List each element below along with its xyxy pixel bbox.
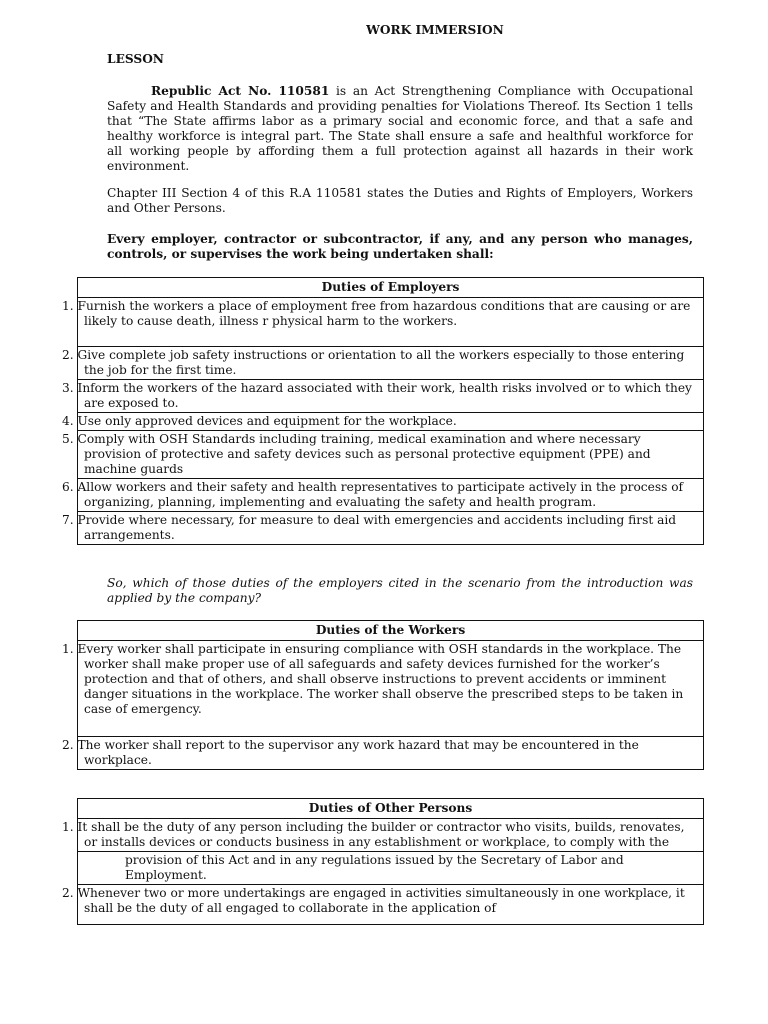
other-person-duty-continuation: provision of this Act and in any regulations issued by the Secretary of Labor and Employment. — [78, 852, 704, 885]
other-persons-table-heading: Duties of Other Persons — [78, 799, 704, 819]
lead-paragraph: Every employer, contractor or subcontractor, if any, and any person who manages, controls, or supervises the work being undertaken shall: — [107, 232, 693, 261]
workers-table-heading: Duties of the Workers — [78, 621, 704, 641]
other-person-duty-item: 2. Whenever two or more undertakings are engaged in activities simultaneously in one workplace, it shall be the duty of all engaged to collaborate in the application of — [78, 885, 704, 925]
employers-table-heading: Duties of Employers — [78, 278, 704, 298]
act-name: Republic Act No. 110581 — [151, 84, 330, 98]
employer-duty-item: 6. Allow workers and their safety and health representatives to participate actively in the process of organizing, planning, implementing and evaluating the safety and health program. — [78, 479, 704, 512]
employer-duty-item: 4. Use only approved devices and equipment for the workplace. — [78, 413, 704, 431]
question-paragraph: So, which of those duties of the employers cited in the scenario from the introduction was applied by the company? — [107, 576, 693, 605]
other-person-duty-item: 1. It shall be the duty of any person including the builder or contractor who visits, builds, renovates, or installs devices or conducts business in any establishment or workplace, to comply with the — [78, 819, 704, 852]
employers-duties-table — [62, 277, 704, 545]
chapter-paragraph: Chapter III Section 4 of this R.A 110581 states the Duties and Rights of Employers, Workers and Other Persons. — [107, 186, 693, 215]
workers-duties-table — [62, 620, 704, 770]
worker-duty-item: 1. Every worker shall participate in ensuring compliance with OSH standards in the workplace. The worker shall make proper use of all safeguards and safety devices furnished for the worker’s protection and that of others, and shall observe instructions to prevent accidents or imminent danger situations in the workplace. The worker shall observe the prescribed steps to be taken in case of emergency. — [78, 641, 704, 737]
other-persons-duties-table — [62, 798, 704, 925]
employer-duty-item: 1. Furnish the workers a place of employment free from hazardous conditions that are causing or are likely to cause death, illness r physical harm to the workers. — [78, 298, 704, 347]
employer-duty-item: 2. Give complete job safety instructions or orientation to all the workers especially to those entering the job for the first time. — [78, 347, 704, 380]
employer-duty-item: 7. Provide where necessary, for measure to deal with emergencies and accidents including first aid arrangements. — [78, 512, 704, 545]
intro-paragraph — [107, 84, 693, 174]
employer-duty-item: 3. Inform the workers of the hazard associated with their work, health risks involved or to which they are exposed to. — [78, 380, 704, 413]
lesson-heading: LESSON — [107, 52, 164, 66]
employer-duty-item: 5. Comply with OSH Standards including training, medical examination and where necessary provision of protective and safety devices such as personal protective equipment (PPE) and machine guards — [78, 431, 704, 479]
page-title: WORK IMMERSION — [366, 23, 504, 37]
worker-duty-item: 2. The worker shall report to the supervisor any work hazard that may be encountered in the workplace. — [78, 737, 704, 770]
intro-text: is an Act Strengthening Compliance with Occupational Safety and Health Standards and providing penalties for Violations Thereof. Its Section 1 tells that “The State affirms labor as a primary social and economic force, and that a safe and healthy workforce is integral part. The State shall ensure a safe and healthful workforce for all working people by affording them a full protection against all hazards in their work environment. — [107, 84, 693, 173]
